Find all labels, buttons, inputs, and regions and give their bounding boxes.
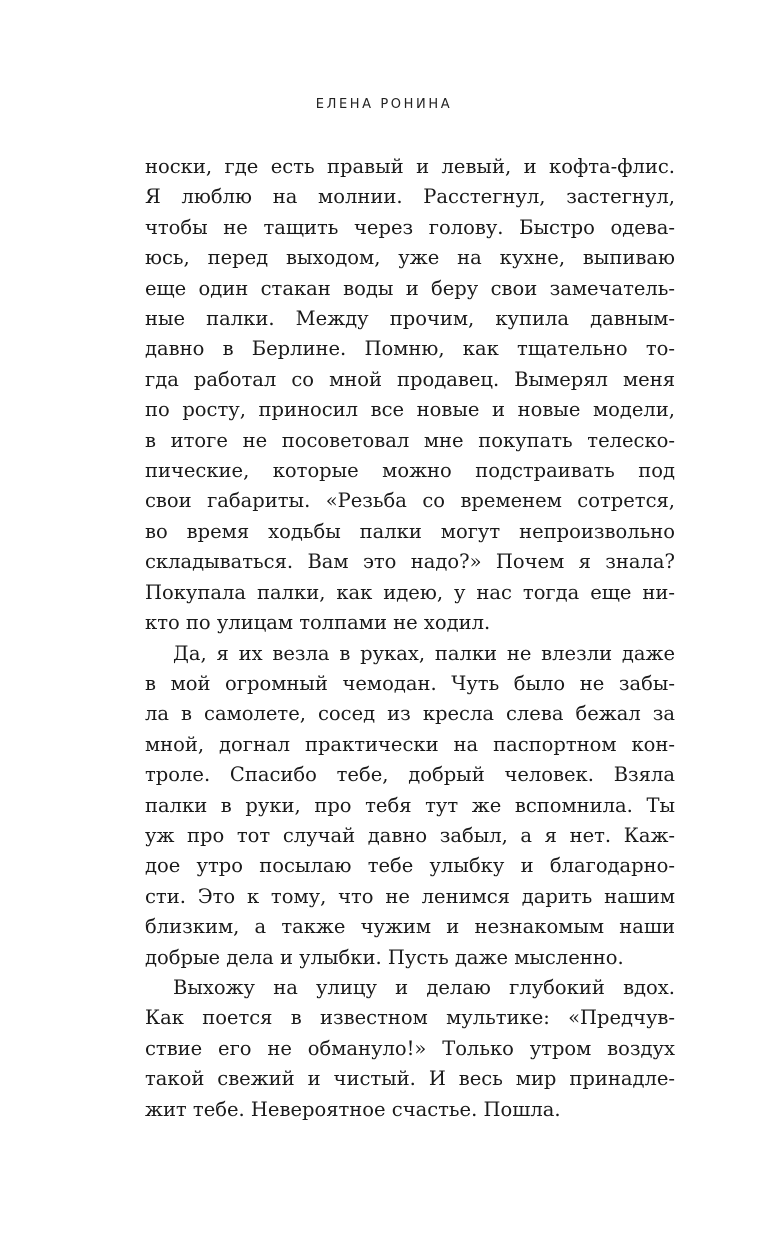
text-line: чтобы не тащить через голову. Быстро одева- [145, 215, 675, 239]
text-line: по росту, приносил все новые и новые модели, [145, 398, 675, 422]
text-line: кто по улицам толпами не ходил. [145, 611, 491, 635]
text-line: троле. Спасибо тебе, добрый человек. Взяла [145, 763, 675, 787]
running-head: ЕЛЕНА РОНИНА [315, 97, 453, 112]
text-line: такой свежий и чистый. И весь мир принадле- [145, 1067, 675, 1091]
text-line: в мой огромный чемодан. Чуть было не забы- [145, 671, 675, 695]
text-line: палки в руки, про тебя тут же вспомнила. Ты [145, 793, 675, 817]
text-line: в итоге не посоветовал мне покупать телеско- [145, 428, 675, 452]
text-line: носки, где есть правый и левый, и кофта-флис. [145, 155, 675, 178]
text-line: ные палки. Между прочим, купила давным- [145, 307, 675, 331]
text-line: жит тебе. Невероятное счастье. Пошла. [145, 1097, 561, 1121]
text-line: близким, а также чужим и незнакомым наши [145, 915, 675, 939]
text-line: Я люблю на молнии. Расстегнул, застегнул, [145, 185, 675, 209]
text-line: юсь, перед выходом, уже на кухне, выпиваю [145, 246, 675, 270]
text-line: Выхожу на улицу и делаю глубокий вдох. [173, 975, 675, 999]
text-line: пические, которые можно подстраивать под [145, 459, 675, 483]
text-line: мной, догнал практически на паспортном кон- [145, 732, 675, 756]
text-line: дое утро посылаю тебе улыбку и благодарно- [145, 854, 675, 878]
text-line: добрые дела и улыбки. Пусть даже мысленно. [145, 945, 624, 969]
text-line: гда работал со мной продавец. Вымерял меня [145, 367, 675, 391]
text-line: ствие его не обмануло!» Только утром воздух [145, 1036, 675, 1060]
text-line: Да, я их везла в руках, палки не влезли даже [173, 641, 675, 665]
text-line: сти. Это к тому, что не ленимся дарить нашим [145, 884, 675, 908]
text-line: Покупала палки, как идею, у нас тогда еще ни- [145, 580, 675, 604]
text-line: Как поется в известном мультике: «Предчув- [145, 1006, 675, 1030]
text-line: еще один стакан воды и беру свои замечатель- [145, 276, 675, 300]
text-line: ла в самолете, сосед из кресла слева бежал за [145, 702, 675, 726]
body-text [145, 152, 675, 1125]
text-line: уж про тот случай давно забыл, а я нет. Каж- [145, 823, 675, 847]
text-line: складываться. Вам это надо?» Почем я знала? [145, 550, 675, 574]
text-line: давно в Берлине. Помню, как тщательно то- [145, 337, 675, 361]
text-line: свои габариты. «Резьба со временем сотрется, [145, 489, 675, 513]
text-line: во время ходьбы палки могут непроизвольно [145, 519, 675, 543]
